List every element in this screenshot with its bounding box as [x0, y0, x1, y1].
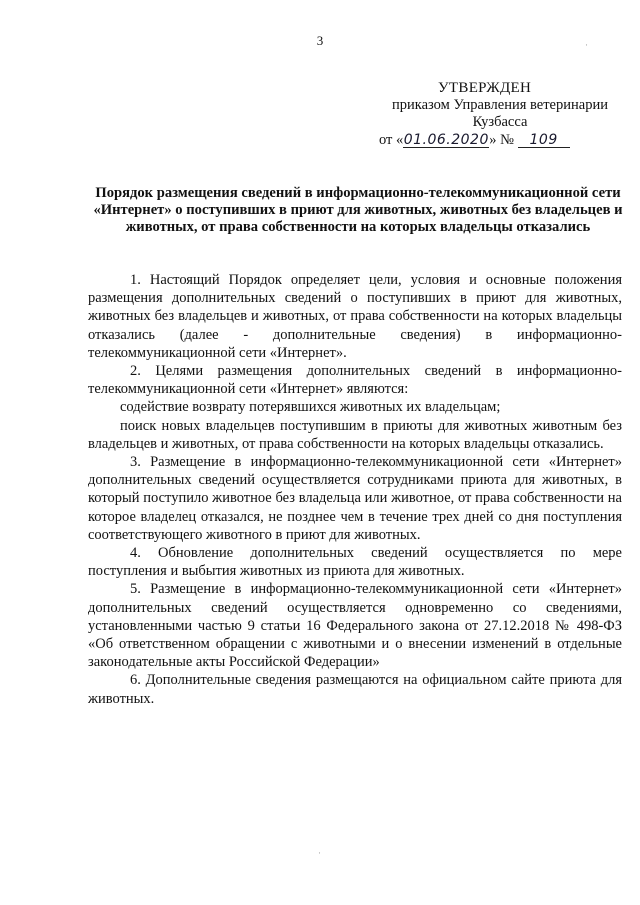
paragraph-5: 5. Размещение в информационно-телекоммуникационной сети «Интернет» дополнительных сведений осуществляется одновременно со сведениями, установленными частью 9 статьи 16 Федерального закона от 27.12.2018 № 498-ФЗ «Об ответственном обращении с животными и о внесении изменений в отдельные законодательные акты Российской Федерации»	[88, 581, 622, 671]
paragraph-2-item-2: поиск новых владельцев поступившим в приюты для животных животным без владельцев и животных, от права собственности на которых владельцы отказались.	[88, 417, 622, 452]
paragraph-2-item-1: содействие возврату потерявшихся животных их владельцам;	[120, 399, 501, 416]
approval-date-line	[370, 132, 630, 149]
date-prefix: от «	[379, 132, 404, 148]
scan-speck: ·	[318, 848, 321, 858]
paragraph-4: 4. Обновление дополнительных сведений осуществляется по мере поступления и выбытия животных из приюта для животных.	[88, 545, 622, 580]
date-suffix: » №	[489, 132, 514, 148]
page-number: 3	[316, 33, 324, 48]
approval-order-line: приказом Управления ветеринарии	[392, 97, 608, 113]
paragraph-3: 3. Размещение в информационно-телекоммуникационной сети «Интернет» дополнительных сведений осуществляется сотрудниками приюта для животных, в который поступило животное без владельца или животное, от права собственности на которое владелец отказался, не позднее чем в течение трех дней со дня поступления соответствующего животного в приют для животных.	[88, 454, 622, 543]
paragraph-2: 2. Целями размещения дополнительных сведений в информационно-телекоммуникационной сети «Интернет» являются:	[88, 363, 622, 398]
scan-speck: ·	[585, 40, 588, 50]
approval-heading: УТВЕРЖДЕН	[438, 80, 532, 96]
handwritten-date: 01.06.2020	[403, 132, 489, 148]
paragraph-6: 6. Дополнительные сведения размещаются на официальном сайте приюта для животных.	[88, 672, 622, 707]
paragraph-1: 1. Настоящий Порядок определяет цели, условия и основные положения размещения дополнительных сведений о поступивших в приют для животных, животных без владельцев и животных, от права собственности на которых владельцы отказались (далее - дополнительные сведения) в информационно-телекоммуникационной сети «Интернет».	[88, 272, 622, 361]
document-title: Порядок размещения сведений в информационно-телекоммуникационной сети «Интернет» о поступивших в приют для животных, животных без владельцев и животных, от права собственности на которых владельцы отказались	[93, 185, 623, 235]
handwritten-order-number: 109	[518, 133, 570, 148]
approval-block	[370, 80, 630, 149]
document-body	[88, 271, 622, 708]
approval-agency-line: Кузбасса	[472, 114, 528, 130]
